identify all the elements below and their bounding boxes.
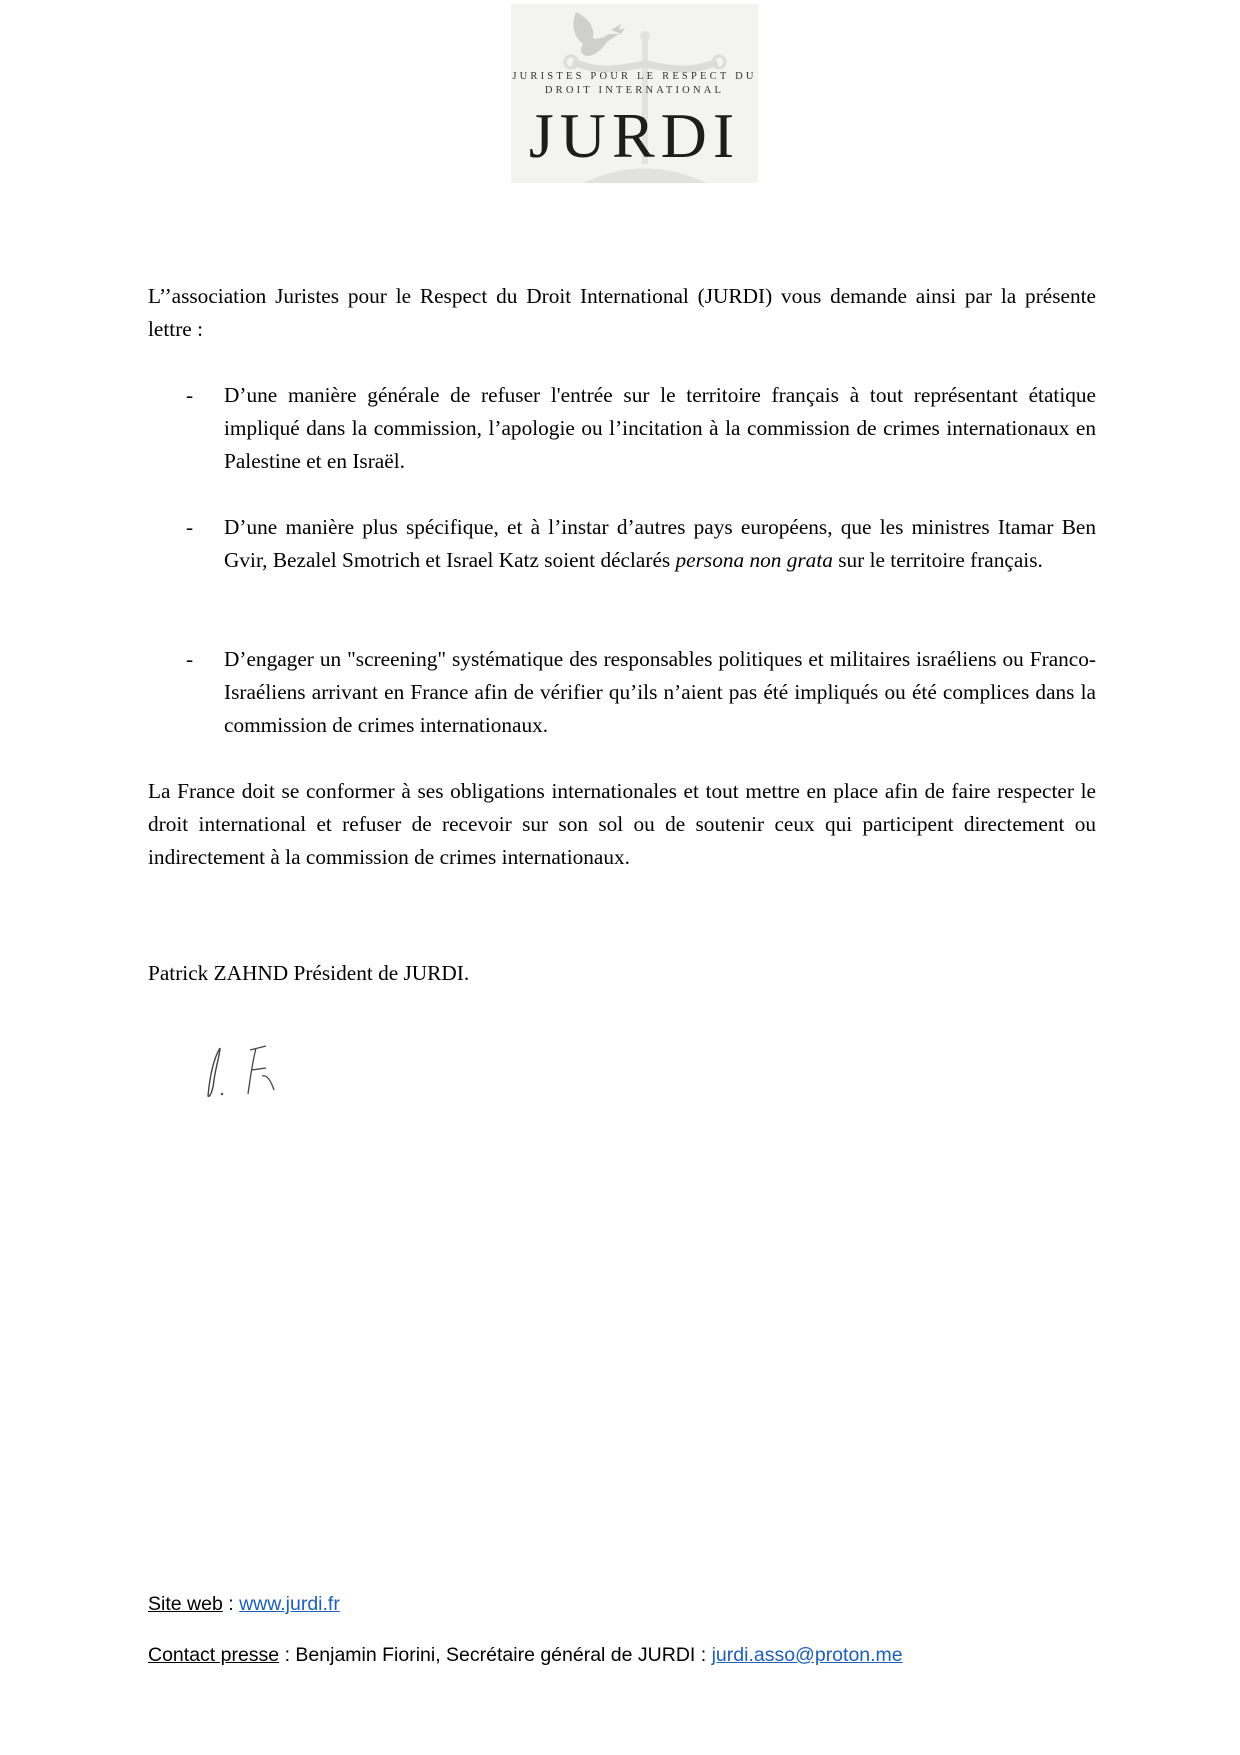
contact-text: : Benjamin Fiorini, Secrétaire général de JURDI : [279,1644,712,1666]
dove-icon [573,12,625,56]
intro-paragraph: L’’association Juristes pour le Respect du Droit International (JURDI) vous demande ainsi par la présente lettre : [148,284,1096,341]
list-item [148,643,1096,742]
persona-non-grata-emphasis: persona non grata [675,548,833,572]
signature-icon [180,1040,300,1120]
site-label: Site web [148,1593,223,1615]
bullet-text-before: D’une manière plus spécifique, et à l’instar d’autres pays européens, que les ministres Itamar Ben Gvir, Bezalel Smotrich et Israel Katz soient déclarés [224,515,1096,572]
signatory-name: Patrick ZAHND Président de JURDI. [148,961,470,985]
bullet-text: D’une manière générale de refuser l'entrée sur le territoire français à tout représentant étatique impliqué dans la commission, l’apologie ou l’incitation à la commission de crimes internationaux en Palestine et en Israël. [224,383,1096,473]
footer-contact [148,1642,903,1668]
site-separator: : [222,1593,240,1615]
jurdi-logo [511,4,758,183]
bullet-text [224,511,1096,577]
bullet-dash: - [186,515,194,539]
bullet-text: D’engager un "screening" systématique des responsables politiques et militaires israéliens ou Franco-Israéliens arrivant en France afin de vérifier qu’ils n’aient pas été impliqués ou été complices dans la commission de crimes internationaux. [224,647,1096,737]
bullet-dash: - [186,647,194,671]
logo-subtitle-line2: DROIT INTERNATIONAL [544,85,725,96]
footer-website [148,1591,340,1617]
logo-subtitle-line1: JURISTES POUR LE RESPECT DU [512,71,757,82]
conclusion-paragraph: La France doit se conformer à ses obligations internationales et tout mettre en place afin de faire respecter le droit international et refuser de recevoir sur son sol ou de soutenir ceux qui participent directement ou indirectement à la commission de crimes internationaux. [148,779,1096,869]
email-link[interactable]: jurdi.asso@proton.me [711,1644,903,1666]
list-item [148,511,1096,577]
website-link[interactable]: www.jurdi.fr [239,1593,340,1615]
bullet-text-after: sur le territoire français. [832,548,1043,572]
bullet-dash: - [186,383,194,407]
list-item [148,379,1096,478]
contact-label: Contact presse [148,1644,280,1666]
logo-title: JURDI [528,100,741,171]
